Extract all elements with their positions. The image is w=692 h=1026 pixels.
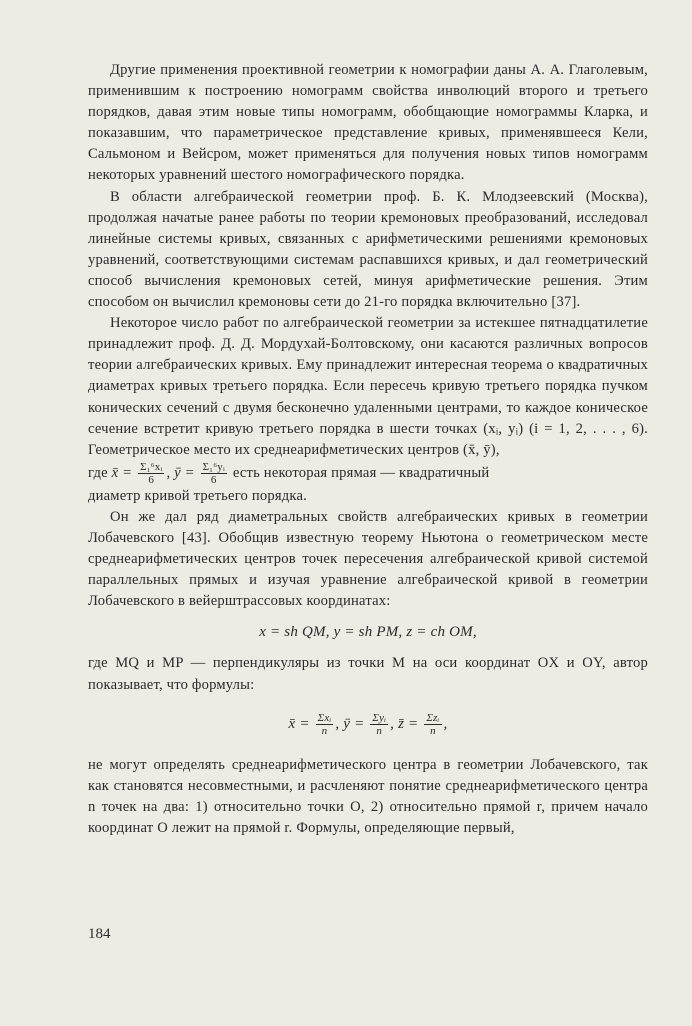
paragraph-1: Другие применения проективной геометрии к номографии даны А. А. Глаголевым, применившим к построению номограмм свойства инволюций второго и третьего порядков, давая этим новые типы номограмм, обобщающие номограммы Кларка, и показавшим, что параметрическое представление кривых, применявшееся Кели, Сальмоном и Вейсром, может применяться для получения новых типов номограмм некоторых уравнений шестого номографического порядка. xyxy=(88,62,648,184)
formula-x-fraction: $\frac{\text{Σxᵢ}}{n}$ xyxy=(317,711,332,737)
paragraph-4: Он же дал ряд диаметральных свойств алгебраических кривых в геометрии Лобачевского [43]. Обобщив известную теорему Ньютона о геометрическом месте среднеарифметических центров точек пересечения алгебраической кривой системой параллельных прямых и изучая уравнение алгебраической кривой в геометрии Лобачевского в вейерштрассовых координатах: xyxy=(88,508,648,610)
formula-z-fraction: $\frac{\text{Σzᵢ}}{n}$ xyxy=(426,711,440,737)
formula-means: x̄ = $\frac{\text{Σxᵢ}}{n}$ , ȳ = $\frac{\text{Σyᵢ}}{n}$ , z̄ = $\frac{\text{Σzᵢ}}{n}$ , xyxy=(288,711,448,737)
where-line: где x̄ = $\frac{\text{Σ₁⁶xᵢ}}{6}$ , ȳ = $\frac{\text{Σ₁⁶yᵢ}}{6}$ есть некоторая прямая — квадратичный xyxy=(88,460,490,486)
formula-weierstrass: x = sh QM, y = sh PM, z = ch OM, xyxy=(259,624,477,641)
page-number: 184 xyxy=(88,926,111,942)
paragraph-5: не могут определять среднеарифметического центра в геометрии Лобачевского, так как становятся несовместными, и расчленяют понятие среднеарифметического центра n точек на два: 1) относительно точки O, 2) относительно прямой r, причем начало координат O лежит на прямой r. Формулы, определяющие первый, xyxy=(88,756,648,836)
x-mean-fraction: $\frac{\text{Σ₁⁶xᵢ}}{6}$ xyxy=(140,460,163,486)
y-mean-fraction: $\frac{\text{Σ₁⁶yᵢ}}{6}$ xyxy=(202,460,225,486)
page-text xyxy=(88,60,648,839)
paragraph-2: В области алгебраической геометрии проф. Б. К. Млодзеевский (Москва), продолжая начатые ранее работы по теории кремоновых преобразований, исследовал линейные системы кривых, связанных с арифметическими решениями кремоновых уравнений, соответствующими системам распавшихся кривых, и дал геометрический способ вычисления кремоновых сетей, минуя арифметические решения. Этим способом он вычислил кремоновы сети до 21-го порядка включительно [37]. xyxy=(88,188,648,311)
paragraph-3-end: диаметр кривой третьего порядка. xyxy=(88,487,308,504)
formula-y-fraction: $\frac{\text{Σyᵢ}}{n}$ xyxy=(372,711,387,737)
xbar-label: x̄ = xyxy=(111,464,133,481)
where-prefix: где xyxy=(88,464,108,481)
perpendicular-line: где MQ и MP — перпендикуляры из точки M на оси координат OX и OY, автор показывает, что формулы: xyxy=(88,655,648,693)
where-suffix: есть некоторая прямая — квадратичный xyxy=(232,464,490,481)
paragraph-3: Некоторое число работ по алгебраической геометрии за истекшее пятнадцатилетие принадлежит проф. Д. Д. Мордухай-Болтовскому, они касаются различных вопросов теории алгебраических кривых. Ему принадлежит интересная теорема о квадратичных диаметрах кривых третьего порядка. Если пересечь кривую третьего порядка пучком конических сечений с двумя бесконечно удаленными центрами, то каждое коническое сечение встретит кривую третьего порядка в шести точках (xᵢ, yᵢ) (i = 1, 2, . . . , 6). Геометрическое место их среднеарифметических центров (x̄, ȳ), xyxy=(88,315,648,458)
ybar-label: ȳ = xyxy=(174,464,195,481)
